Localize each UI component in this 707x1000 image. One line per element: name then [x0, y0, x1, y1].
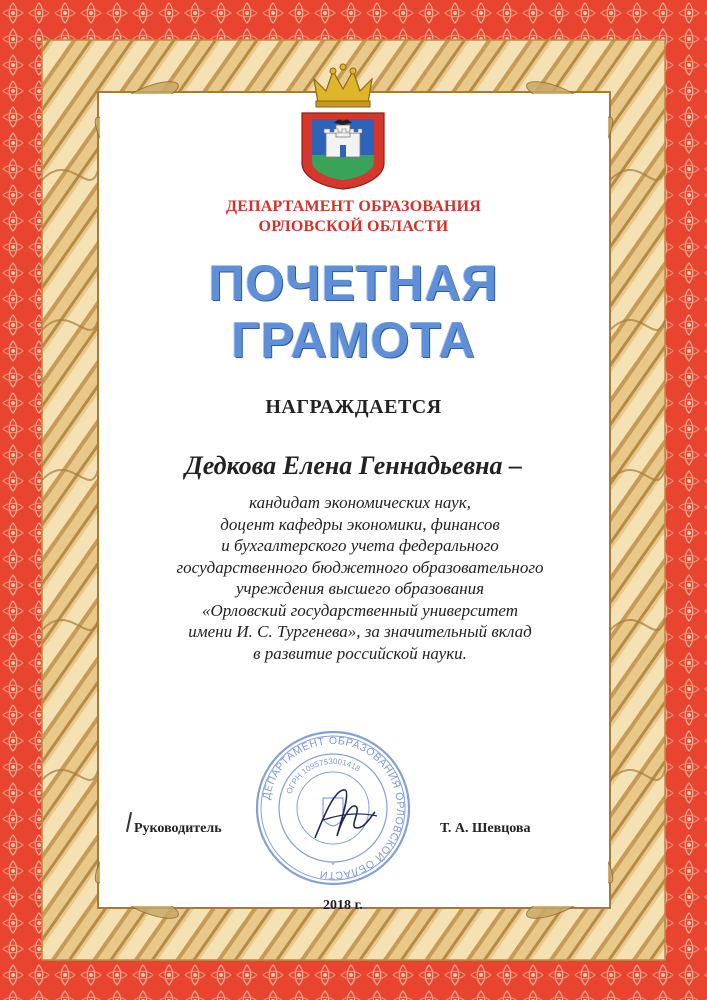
description-line: и бухгалтерского учета федерального — [221, 536, 499, 555]
recipient-name: Дедкова Елена Геннадьевна – — [184, 451, 523, 480]
description-line: учреждения высшего образования — [235, 579, 485, 598]
department-line-1: ДЕПАРТАМЕНТ ОБРАЗОВАНИЯ — [225, 198, 482, 215]
signer-role: Руководитель — [134, 821, 222, 836]
description-line: в развитие российской науки. — [253, 643, 467, 663]
description-line: государственного бюджетного образовательного — [176, 557, 544, 577]
certificate-year: 2018 г. — [323, 898, 363, 913]
certificate-title-line-1: ПОЧЕТНАЯ — [208, 255, 499, 311]
official-stamp — [253, 728, 413, 888]
signer-name: Т. А. Шевцова — [440, 821, 531, 836]
description-line: кандидат экономических наук, — [249, 493, 471, 512]
svg-text:ДЕПАРТАМЕНТ ОБРАЗОВАНИЯ ОРЛОВС: ДЕПАРТАМЕНТ ОБРАЗОВАНИЯ ОРЛОВСКОЙ ОБЛАСТИ — [260, 734, 407, 882]
orel-coat-of-arms-icon — [300, 63, 386, 191]
description-line: «Орловский государственный университет — [201, 600, 518, 620]
svg-text:ОГРН 1095753001418: ОГРН 1095753001418 — [284, 756, 362, 796]
awarded-label: НАГРАЖДАЕТСЯ — [265, 396, 442, 418]
department-line-2: ОРЛОВСКОЙ ОБЛАСТИ — [258, 218, 449, 235]
certificate-title-line-2: ГРАМОТА — [231, 312, 476, 368]
svg-text:*: * — [331, 861, 335, 870]
description-line: имени И. С. Тургенева», за значительный вклад — [188, 622, 532, 641]
description-line: доцент кафедры экономики, финансов — [220, 514, 500, 534]
award-description — [140, 492, 580, 664]
